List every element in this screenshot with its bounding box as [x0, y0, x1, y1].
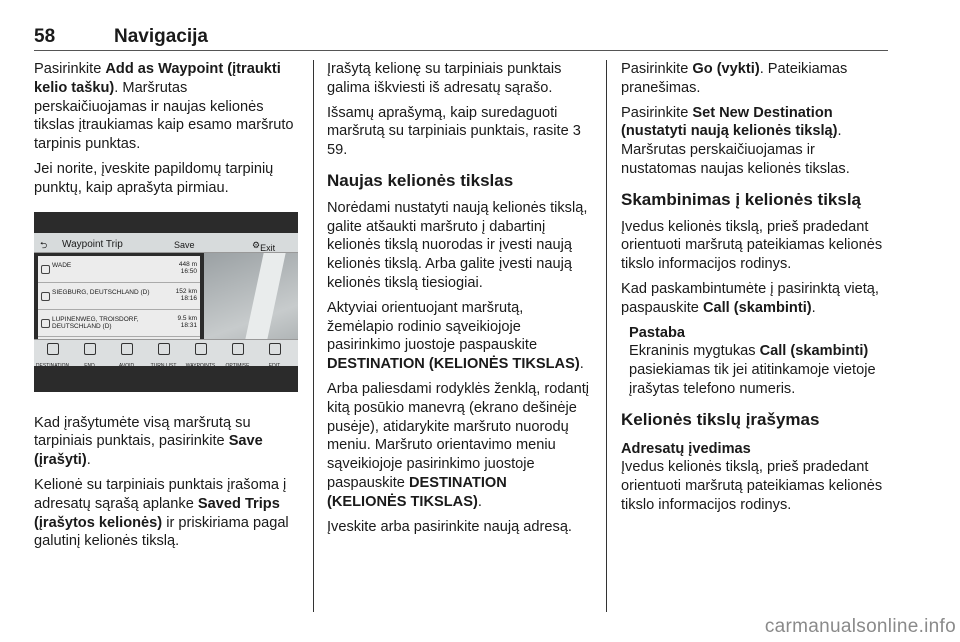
note-text: Ekraninis mygtukas Call (skambinti) pasiekiamas tik jei atitinkamoje vietoje įrašytas telefono numeris.: [629, 343, 876, 397]
paragraph: Pasirinkite Set New Destination (nustatyti naują kelionės tikslą). Maršrutas perskaičiuojamas ir nustatomas naujas kelionės tikslas.: [621, 104, 850, 177]
paragraph: Išsamų aprašymą, kaip suredaguoti maršrutą su tarpiniais punktais, rasite 3 59.: [327, 104, 581, 159]
section-heading: Kelionės tikslų įrašymas: [621, 409, 820, 429]
waypoint-trip-screenshot: [34, 212, 298, 392]
paragraph: Įrašytą kelionę su tarpiniais punktais galima iškviesti iš adresatų sąrašo.: [327, 61, 562, 96]
paragraph: Kelionė su tarpiniais punktais įrašoma į adresatų sąrašą aplanke Saved Trips (įrašytos kelionės) ir priskiriama pagal galutinį kelionės tikslą.: [34, 476, 289, 550]
screenshot-bottom-margin: [34, 366, 298, 392]
interaction-selector-bar: [34, 339, 298, 366]
paragraph: Pasirinkite Add as Waypoint (įtraukti kelio tašku). Maršrutas perskaičiuojamas ir naujas kelionės tikslas įtraukiamas kaip esamo maršruto tarpinis punktas.: [34, 61, 294, 153]
paragraph: Norėdami nustatyti naują kelionės tikslą, galite atšaukti maršruto į dabartinį kelionės tikslą nuorodas ir įvesti naują kelionės tikslą. Arba galite įvesti naują kelionės tikslą tiesiogiai.: [327, 199, 588, 291]
note-title: Pastaba: [629, 324, 685, 341]
section-heading: Skambinimas į kelionės tikslą: [621, 189, 862, 209]
waypoint-icon: [41, 265, 50, 274]
column-3: [621, 60, 889, 521]
page-reference-link[interactable]: 3 59.: [327, 123, 581, 159]
column-1: [34, 60, 298, 557]
column-2: [327, 60, 589, 542]
note-box: [621, 324, 889, 399]
screen-title-bar: [34, 233, 298, 253]
page-header: [34, 26, 208, 48]
paragraph: Arba paliesdami rodyklės ženklą, rodantį kitą posūkio manevrą (ekrano dešinėje pusėje), atidarykite maršruto nuorodų meniu. Maršruto orientavimo meniu sąveikiojoje pasirinkimo juostoje paspauskite DESTINATION (KELIONĖS TIKSLAS).: [327, 380, 590, 510]
list-item[interactable]: LUPINENWEG, TROISDORF, DEUTSCHLAND (D) 9.5 km 18:31: [38, 310, 200, 337]
page-number: 58: [34, 26, 56, 47]
paragraph: Aktyviai orientuojant maršrutą, žemėlapio rodinio sąveikiojoje pasirinkimo juostoje paspauskite DESTINATION (KELIONĖS TIKSLAS).: [327, 299, 584, 373]
screen-title: Waypoint Trip: [62, 238, 123, 250]
header-rule: [34, 50, 888, 51]
save-button[interactable]: Save: [174, 239, 195, 250]
paragraph: Kad paskambintumėte į pasirinktą vietą, paspauskite Call (skambinti).: [621, 280, 879, 316]
back-icon[interactable]: ⮌: [40, 239, 48, 250]
list-item[interactable]: WADE 448 m 16:50: [38, 256, 200, 283]
paragraph: Įvedus kelionės tikslą, prieš pradedant orientuoti maršrutą pateikiamas kelionės tikslo informacijos rodinys.: [621, 459, 883, 513]
column-divider: [313, 60, 314, 612]
section-title: Navigacija: [114, 26, 208, 47]
paragraph: Pasirinkite Go (vykti). Pateikiamas pranešimas.: [621, 61, 848, 96]
paragraph: Kad įrašytumėte visą maršrutą su tarpiniais punktais, pasirinkite Save (įrašyti).: [34, 414, 263, 469]
section-heading: Naujas kelionės tikslas: [327, 170, 514, 190]
paragraph: Jei norite, įveskite papildomų tarpinių punktų, kaip aprašyta pirmiau.: [34, 160, 274, 196]
waypoint-icon: [41, 319, 50, 328]
column-divider: [606, 60, 607, 612]
paragraph: Įveskite arba pasirinkite naują adresą.: [327, 518, 572, 535]
list-item[interactable]: SIEGBURG, DEUTSCHLAND (D) 152 km 18:16: [38, 283, 200, 310]
paragraph: Įvedus kelionės tikslą, prieš pradedant orientuoti maršrutą pateikiamas kelionės tikslo informacijos rodinys.: [621, 218, 883, 273]
waypoint-icon: [41, 292, 50, 301]
subsection-heading: Adresatų įvedimas: [621, 440, 751, 457]
exit-button[interactable]: ⚙ Exit: [252, 239, 276, 253]
watermark: carmanualsonline.info: [764, 616, 956, 637]
